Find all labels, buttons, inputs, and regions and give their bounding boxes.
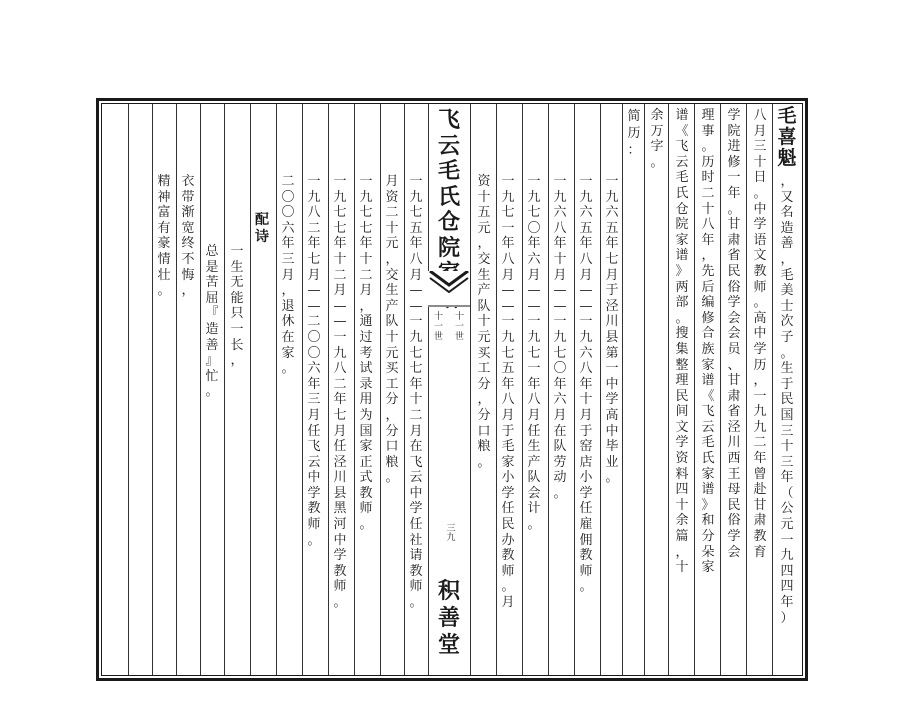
poem-heading: 配 诗	[255, 212, 269, 245]
column-rule	[250, 104, 251, 675]
column-rule	[224, 104, 225, 675]
hall-name: 积 善 堂	[437, 578, 460, 658]
resume-item: 一 九 六 五 年 八 月 — — 一 九 六 八 年 十 月 于 窑 店 小 学 任 雇 佣 教 师 。	[579, 174, 593, 595]
entry-line: 学 院 进 修 一 年 。 甘 肃 省 民 俗 学 会 会 员 、 甘 肃 省 泾 川 西 王 母 民 俗 学 会	[727, 108, 741, 560]
column-rule	[772, 104, 773, 675]
generation-label-right: 十 一 世	[454, 312, 464, 342]
column-rule	[128, 104, 129, 675]
resume-item: 一 九 六 五 年 七 月 于 泾 川 县 第 一 中 学 高 中 毕 业 。	[605, 174, 619, 486]
generation-label-left: 十 一 世	[433, 312, 443, 342]
column-rule	[644, 104, 645, 675]
column-rule	[668, 104, 669, 675]
fishtail-mark	[428, 271, 470, 307]
resume-item: 一 九 七 七 年 十 二 月 — — 一 九 八 二 年 七 月 任 泾 川 县 黑 河 中 学 教 师 。	[333, 174, 347, 611]
entry-line: ， 又 名 造 善 ， 毛 美 士 次 子 。 生 于 民 国 三 十 三 年 （ 公 元 一 九 四 四 年 ）	[780, 174, 794, 626]
poem-line: 精 神 富 有 豪 情 壮 。	[157, 174, 171, 299]
poem-line: 总 是 苦 屈 『 造 善 』 忙 。	[205, 244, 219, 400]
resume-item: 月 资 二 十 元 ， 交 生 产 队 十 元 买 工 分 ， 分 口 粮 。	[385, 174, 399, 486]
genealogy-title: 飞 云 毛 氏 仓 院	[437, 107, 460, 261]
resume-item: 资 十 五 元 ， 交 生 产 队 十 元 买 工 分 ， 分 口 粮 。	[477, 174, 491, 470]
page-number: 三九	[446, 524, 456, 543]
resume-item: 一 九 六 八 年 十 月 — — 一 九 七 〇 年 六 月 在 队 劳 动 。	[553, 174, 567, 501]
column-rule	[746, 104, 747, 675]
column-rule	[694, 104, 695, 675]
poem-line: 衣 带 渐 宽 终 不 悔 ，	[181, 174, 195, 299]
column-rule	[720, 104, 721, 675]
resume-item: 一 九 八 二 年 七 月 — — 二 〇 〇 六 年 三 月 任 飞 云 中 学 教 师 。	[307, 174, 321, 548]
poem-line: 一 生 无 能 只 一 长 ，	[230, 244, 244, 369]
resume-item: 二 〇 〇 六 年 三 月 ， 退 休 在 家 。	[281, 174, 295, 377]
column-rule	[470, 104, 471, 675]
entry-line: 余 万 字 。	[650, 108, 664, 170]
resume-item: 一 九 七 〇 年 六 月 — — 一 九 七 一 年 八 月 任 生 产 队 会 计 。	[527, 174, 541, 533]
resume-item: 一 九 七 一 年 八 月 — — 一 九 七 五 年 八 月 于 毛 家 小 学 任 民 办 教 师 。 月	[501, 174, 515, 611]
resume-item: 一 九 七 七 年 十 二 月 ， 通 过 考 试 录 用 为 国 家 正 式 教 师 。	[359, 174, 373, 533]
entry-line: 八 月 三 十 日 。 中 学 语 文 教 师 。 高 中 学 历 ， 一 九 九 二 年 曾 赴 甘 肃 教 育	[753, 108, 767, 560]
entry-line: 谱 《 飞 云 毛 氏 仓 院 家 谱 》 两 部 。 搜 集 整 理 民 间 文 学 资 料 四 十 余 篇 ， 十	[675, 108, 689, 576]
person-name: 毛 喜 魁	[777, 105, 797, 169]
resume-heading: 简 历 ：	[627, 109, 641, 158]
resume-item: 一 九 七 五 年 八 月 — — 一 九 七 七 年 十 二 月 在 飞 云 中 学 任 社 请 教 师 。	[409, 174, 423, 611]
entry-line: 理 事 。 历 时 二 十 八 年 ， 先 后 编 修 合 族 家 谱 《 飞 云 毛 氏 家 谱 》 和 分 朵 家	[701, 108, 715, 576]
